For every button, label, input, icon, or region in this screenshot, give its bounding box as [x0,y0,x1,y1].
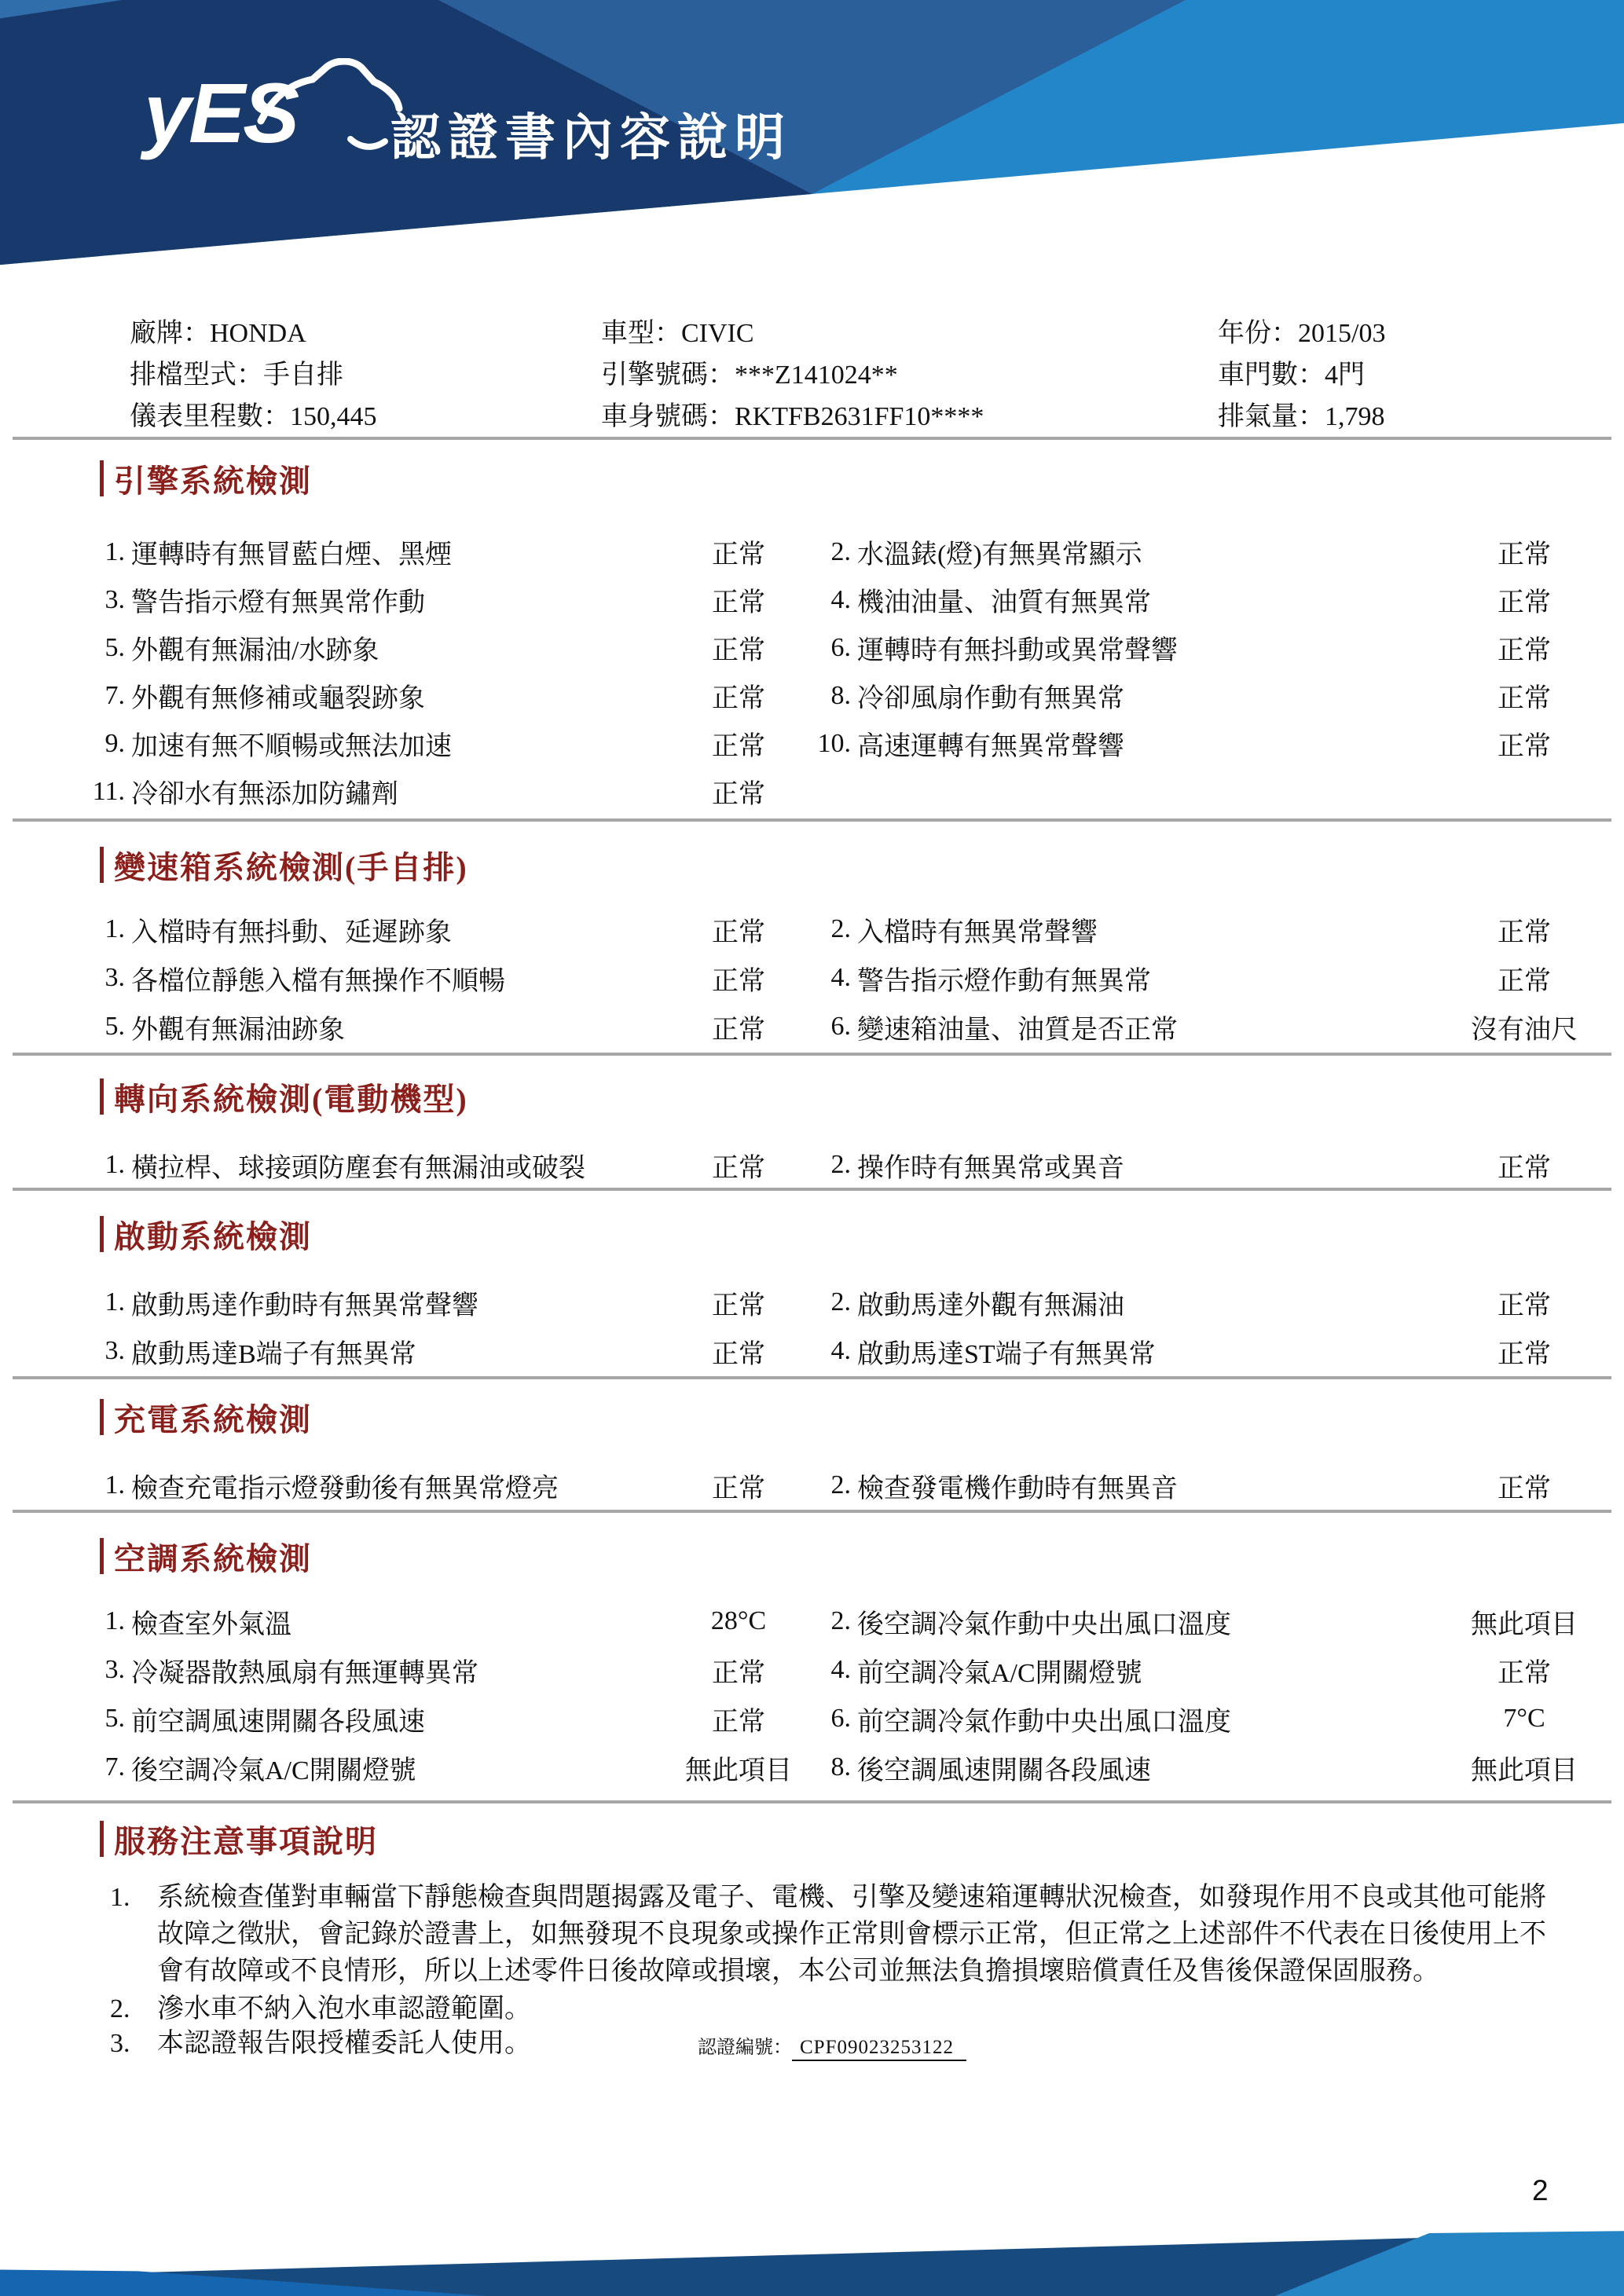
item-number: 1. [104,1606,125,1635]
note-text: 系統檢查僅對車輛當下靜態檢查與問題揭露及電子、電機、引擎及變速箱運轉狀況檢查，如發現作用不良或其他可能將故障之徵狀，會記錄於證書上，如無發現不良現象或操作正常則會標示正常，但正常之上述部件不代表在日後使用上不會有故障或不良情形，所以上述零件日後故障或損壞，本公司並無法負擔損壞賠償責任及售後保證保固服務。 [157,1883,1546,1986]
item-result: 7°C [1503,1704,1545,1733]
note-number: 2. [110,1994,130,2023]
page-footer-banner [0,2223,1624,2296]
check-item [813,672,1624,720]
vehicle-info-field [1218,396,1385,438]
check-item [813,1327,1624,1375]
item-number: 7. [104,680,125,710]
vehicle-field-label: 排氣量： [1218,402,1325,431]
vehicle-field-label: 年份： [1218,319,1298,348]
check-item [87,672,813,720]
note-text: 本認證報告限授權委託人使用。 [157,2029,531,2058]
vehicle-info-field [601,354,984,396]
check-item [87,528,813,576]
item-result: 正常 [1498,917,1551,947]
item-number: 1. [104,1150,125,1179]
check-item [813,1002,1624,1051]
item-number: 10. [817,728,851,758]
item-number: 5. [104,1704,125,1733]
vehicle-info-field [601,396,984,438]
section-title: 空調系統檢測 [114,1540,312,1576]
section-title: 轉向系統檢測(電動機型) [114,1081,468,1117]
item-result: 正常 [1498,1291,1551,1320]
item-result: 正常 [712,1339,765,1369]
vehicle-info-field [130,396,377,438]
vehicle-info-column [601,313,984,438]
item-result: 正常 [712,1015,765,1045]
check-item-row [0,1278,1624,1327]
vehicle-info-field [1218,354,1385,396]
yes-logo-text: yES [144,65,298,160]
section-divider [13,1376,1611,1379]
item-result: 正常 [712,1707,765,1737]
vehicle-field-label: 儀表里程數： [130,402,290,431]
section-header-1 [100,460,312,497]
item-number: 1. [104,914,125,943]
certificate-number-label: 認證編號： [698,2038,792,2058]
check-item-row [0,954,1624,1002]
item-result: 正常 [1498,540,1551,569]
item-label: 啟動馬達外觀有無漏油 [857,1291,1124,1320]
item-result: 正常 [712,684,765,713]
vehicle-field-value: RKTFB2631FF10**** [735,402,984,431]
check-item [87,1141,813,1189]
item-result: 沒有油尺 [1471,1015,1578,1045]
item-number: 4. [830,963,851,992]
yes-logo [144,65,405,160]
page-header-banner [0,0,1624,308]
check-item-row [0,1743,1624,1792]
section-accent-bar [100,1399,104,1435]
section-accent-bar [100,1538,104,1574]
check-item-row [0,576,1624,624]
item-label: 入檔時有無異常聲響 [857,917,1098,947]
vehicle-field-value: 1,798 [1325,402,1385,431]
item-result: 無此項目 [1471,1609,1578,1639]
item-result: 正常 [1498,732,1551,761]
vehicle-field-label: 廠牌： [130,319,210,348]
item-number: 6. [830,1012,851,1041]
item-result: 正常 [712,1153,765,1183]
item-label: 檢查充電指示燈發動後有無異常燈亮 [131,1474,559,1503]
item-number: 3. [104,584,125,614]
item-label: 外觀有無漏油/水跡象 [131,636,379,665]
item-label: 運轉時有無抖動或異常聲響 [857,636,1178,665]
vehicle-field-value: HONDA [210,319,306,348]
vehicle-field-label: 引擎號碼： [601,361,735,390]
check-item [87,1597,813,1646]
item-number: 8. [830,680,851,710]
item-label: 外觀有無漏油跡象 [131,1015,345,1045]
item-number: 4. [830,584,851,614]
vehicle-field-value: 2015/03 [1298,319,1386,348]
item-number: 5. [104,632,125,662]
check-item [813,954,1624,1002]
vehicle-field-value: 4門 [1325,361,1365,390]
section-title: 引擎系統檢測 [114,463,312,499]
section-title: 服務注意事項說明 [114,1823,378,1859]
service-note [110,1879,1579,1990]
item-result: 正常 [1498,1658,1551,1688]
item-label: 啟動馬達B端子有無異常 [131,1339,416,1369]
item-number: 2. [830,1150,851,1179]
section-header-4 [100,1215,312,1253]
item-number: 2. [830,914,851,943]
item-number: 4. [830,1655,851,1684]
check-item [87,905,813,954]
section-header-2 [100,846,468,884]
check-item-row [0,1694,1624,1743]
item-number: 5. [104,1012,125,1041]
item-result: 正常 [712,636,765,665]
item-result: 正常 [1498,966,1551,996]
item-result: 正常 [1498,588,1551,617]
section-accent-bar [100,1078,104,1115]
item-result: 正常 [1498,1339,1551,1369]
item-label: 後空調冷氣A/C開關燈號 [131,1756,416,1785]
item-number: 11. [92,776,125,806]
item-label: 後空調冷氣作動中央出風口溫度 [857,1609,1231,1639]
item-label: 各檔位靜態入檔有無操作不順暢 [131,966,505,996]
section-title: 充電系統檢測 [114,1401,312,1437]
vehicle-field-label: 排檔型式： [130,361,263,390]
item-number: 7. [104,1752,125,1782]
note-number: 1. [110,1883,130,1912]
item-result: 28°C [710,1606,767,1635]
item-number: 2. [830,1287,851,1316]
vehicle-field-label: 車身號碼： [601,402,735,431]
vehicle-info-field [130,354,377,396]
vehicle-info-column [130,313,377,438]
item-number: 4. [830,1336,851,1365]
check-item [87,1694,813,1743]
vehicle-field-value: 150,445 [290,402,377,431]
check-item [813,905,1624,954]
item-label: 冷凝器散熱風扇有無運轉異常 [131,1658,478,1688]
item-number: 9. [104,728,125,758]
note-text: 滲水車不納入泡水車認證範圍。 [157,1994,531,2023]
item-result: 正常 [712,1291,765,1320]
item-label: 警告指示燈有無異常作動 [131,588,425,617]
item-label: 加速有無不順暢或無法加速 [131,732,452,761]
check-item [813,1278,1624,1327]
item-label: 冷卻水有無添加防鏽劑 [131,780,398,809]
vehicle-field-value: 手自排 [263,361,343,390]
check-item-row [0,720,1624,767]
section-divider [13,818,1611,822]
check-item [87,767,813,815]
item-result: 正常 [712,780,765,809]
vehicle-field-label: 車型： [601,319,681,348]
section-header-5 [100,1398,312,1436]
check-item [87,954,813,1002]
check-item-row [0,1002,1624,1051]
check-item [813,528,1624,576]
item-result: 正常 [712,588,765,617]
item-label: 高速運轉有無異常聲響 [857,732,1124,761]
check-item-row [0,1327,1624,1375]
note-number: 3. [110,2029,130,2058]
item-result: 無此項目 [1471,1756,1578,1785]
item-label: 警告指示燈作動有無異常 [857,966,1151,996]
item-label: 檢查發電機作動時有無異音 [857,1474,1178,1503]
service-note [110,1990,1579,2027]
item-number: 2. [830,1470,851,1500]
item-label: 啟動馬達作動時有無異常聲響 [131,1291,478,1320]
item-label: 操作時有無異常或異音 [857,1153,1124,1183]
item-number: 1. [104,1287,125,1316]
item-number: 3. [104,963,125,992]
check-item [87,1278,813,1327]
check-item-row [0,528,1624,576]
item-number: 3. [104,1655,125,1684]
section-title: 啟動系統檢測 [114,1218,312,1254]
vehicle-info-field [1218,313,1385,354]
section-header-service-notes [100,1820,378,1858]
check-item [813,1743,1624,1792]
section-header-6 [100,1537,312,1575]
check-item [87,1743,813,1792]
check-item [813,1646,1624,1694]
item-result: 無此項目 [685,1756,792,1785]
certificate-number-value: CPF09023253122 [792,2037,966,2061]
item-result: 正常 [712,966,765,996]
check-item [87,624,813,672]
check-item-row [0,1461,1624,1510]
vehicle-info-column [1218,313,1385,438]
check-item-row [0,1597,1624,1646]
item-number: 6. [830,632,851,662]
check-item [813,1461,1624,1510]
check-item [87,1002,813,1051]
check-item-row [0,624,1624,672]
check-item [813,576,1624,624]
section-accent-bar [100,460,104,496]
item-label: 水溫錶(燈)有無異常顯示 [857,540,1142,569]
item-label: 後空調風速開關各段風速 [857,1756,1151,1785]
item-number: 2. [830,536,851,566]
check-item-row [0,767,1624,815]
item-label: 冷卻風扇作動有無異常 [857,684,1124,713]
check-item [87,720,813,767]
item-label: 入檔時有無抖動、延遲跡象 [131,917,452,947]
item-label: 機油油量、油質有無異常 [857,588,1151,617]
check-item [813,1694,1624,1743]
section-divider [13,437,1611,440]
section-header-3 [100,1078,468,1115]
check-item [87,1327,813,1375]
item-label: 變速箱油量、油質是否正常 [857,1015,1178,1045]
item-label: 前空調冷氣作動中央出風口溫度 [857,1707,1231,1737]
item-result: 正常 [712,732,765,761]
check-item-row [0,672,1624,720]
check-item [87,1461,813,1510]
section-divider [13,1510,1611,1513]
section-accent-bar [100,847,104,883]
item-result: 正常 [1498,1474,1551,1503]
section-title: 變速箱系統檢測(手自排) [114,849,468,885]
item-label: 外觀有無修補或龜裂跡象 [131,684,425,713]
item-number: 8. [830,1752,851,1782]
item-number: 2. [830,1606,851,1635]
item-number: 6. [830,1704,851,1733]
item-number: 1. [104,1470,125,1500]
section-accent-bar [100,1216,104,1252]
item-result: 正常 [1498,1153,1551,1183]
vehicle-field-value: CIVIC [681,319,754,348]
item-result: 正常 [1498,684,1551,713]
check-item [813,720,1624,767]
item-number: 1. [104,536,125,566]
check-item-row [0,1646,1624,1694]
car-outline-icon [256,58,405,160]
check-item [813,1141,1624,1189]
item-label: 前空調冷氣A/C開關燈號 [857,1658,1142,1688]
page-title: 認證書內容說明 [390,109,792,166]
vehicle-field-value: ***Z141024** [735,361,898,390]
section-divider [13,1053,1611,1056]
item-result: 正常 [712,1658,765,1688]
check-item [813,767,1624,815]
item-result: 正常 [1498,636,1551,665]
vehicle-info-field [130,313,377,354]
item-label: 啟動馬達ST端子有無異常 [857,1339,1156,1369]
check-item-row [0,905,1624,954]
check-item [813,624,1624,672]
section-divider [13,1800,1611,1803]
item-label: 檢查室外氣溫 [131,1609,291,1639]
item-number: 3. [104,1336,125,1365]
section-accent-bar [100,1821,104,1857]
item-label: 橫拉桿、球接頭防塵套有無漏油或破裂 [131,1153,585,1183]
check-item [87,1646,813,1694]
item-label: 運轉時有無冒藍白煙、黑煙 [131,540,452,569]
certificate-number [698,2031,966,2059]
check-item [813,1597,1624,1646]
item-result: 正常 [712,1474,765,1503]
item-result: 正常 [712,540,765,569]
vehicle-field-label: 車門數： [1218,361,1325,390]
vehicle-info-field [601,313,984,354]
item-result: 正常 [712,917,765,947]
check-item [87,576,813,624]
page-number: 2 [1532,2174,1549,2206]
check-item-row [0,1141,1624,1189]
item-label: 前空調風速開關各段風速 [131,1707,425,1737]
